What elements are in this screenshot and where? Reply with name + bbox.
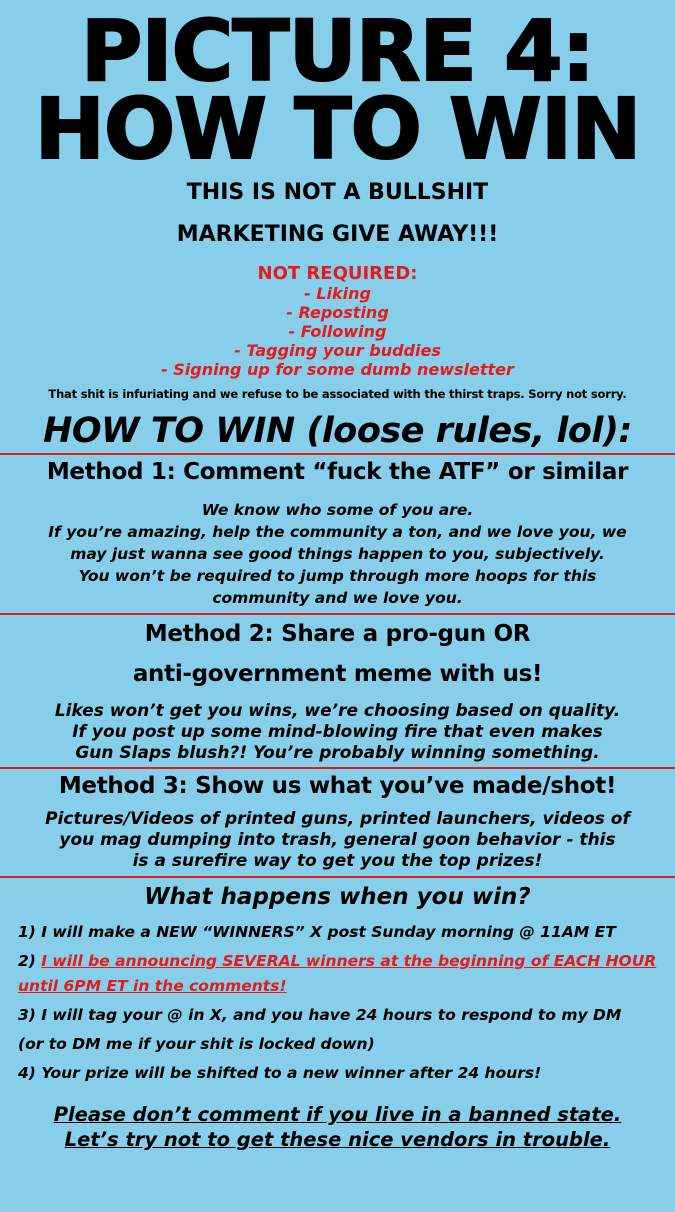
win-step-2-highlight: I will be announcing SEVERAL winners at the beginning of EACH HOUR until 6PM ET in the comments! xyxy=(18,952,657,995)
footer-line-1: Please don’t comment if you live in a banned state. xyxy=(53,1103,622,1126)
disclaimer-note: That shit is infuriating and we refuse to be associated with the thirst traps. Sorry not sorry. xyxy=(48,387,627,401)
win-step-3a: 3) I will tag your @ in X, and you have 24 hours to respond to my DM xyxy=(18,1006,622,1024)
method-3-heading: Method 3: Show us what you’ve made/shot! xyxy=(58,773,617,799)
divider xyxy=(0,453,675,455)
win-step-4: 4) Your prize will be shifted to a new winner after 24 hours! xyxy=(18,1064,542,1082)
win-heading: What happens when you win? xyxy=(144,884,531,910)
method-1-body xyxy=(0,499,675,609)
method-2-line: Gun Slaps blush?! You’re probably winning something. xyxy=(75,743,600,763)
list-item: - Signing up for some dumb newsletter xyxy=(161,360,514,379)
subtitle-line-1: THIS IS NOT A BULLSHIT xyxy=(186,180,489,205)
method-1-line: community and we love you. xyxy=(212,589,463,607)
method-3-line: is a surefire way to get you the top prizes! xyxy=(132,851,543,871)
win-step-1: 1) I will make a NEW “WINNERS” X post Sunday morning @ 11AM ET xyxy=(18,923,616,941)
list-item: - Following xyxy=(288,322,387,341)
not-required-heading: NOT REQUIRED: xyxy=(257,263,418,284)
method-3-line: Pictures/Videos of printed guns, printed launchers, videos of xyxy=(45,809,630,829)
method-1-line: You won’t be required to jump through more hoops for this xyxy=(78,567,597,585)
divider xyxy=(0,613,675,615)
method-2-heading-line-2: anti-government meme with us! xyxy=(132,661,543,687)
page-title xyxy=(0,2,675,178)
list-item: - Tagging your buddies xyxy=(234,341,441,360)
how-to-win-heading: HOW TO WIN (loose rules, lol): xyxy=(43,411,632,451)
method-3-body xyxy=(0,809,675,872)
method-3-line: you mag dumping into trash, general goon behavior - this xyxy=(59,830,616,850)
divider xyxy=(0,767,675,769)
title-line-2: HOW TO WIN xyxy=(34,80,641,178)
list-item: - Liking xyxy=(304,284,371,303)
method-1-line: If you’re amazing, help the community a ton, and we love you, we xyxy=(48,523,627,541)
method-2-heading-line-1: Method 2: Share a pro-gun OR xyxy=(144,621,531,647)
divider xyxy=(0,876,675,878)
subtitle-line-2: MARKETING GIVE AWAY!!! xyxy=(176,222,499,247)
list-item: - Reposting xyxy=(286,303,389,322)
win-step-2-prefix: 2) xyxy=(18,952,42,970)
method-1-heading: Method 1: Comment “fuck the ATF” or similar xyxy=(46,459,629,485)
method-2-line: If you post up some mind-blowing fire that even makes xyxy=(72,722,603,742)
not-required-list xyxy=(0,284,675,379)
poster xyxy=(0,2,675,1152)
win-steps xyxy=(0,920,675,1086)
win-step-3b: (or to DM me if your shit is locked down) xyxy=(18,1035,375,1053)
footer-line-2: Let’s try not to get these nice vendors in trouble. xyxy=(64,1128,611,1151)
win-step-2 xyxy=(18,949,659,999)
method-2-body xyxy=(0,701,675,764)
method-2-line: Likes won’t get you wins, we’re choosing based on quality. xyxy=(54,701,621,721)
footer-warning xyxy=(0,1102,675,1152)
title-line-1: PICTURE 4: xyxy=(80,2,595,100)
method-1-line: may just wanna see good things happen to you, subjectively. xyxy=(70,545,605,563)
method-1-line: We know who some of you are. xyxy=(201,501,474,519)
